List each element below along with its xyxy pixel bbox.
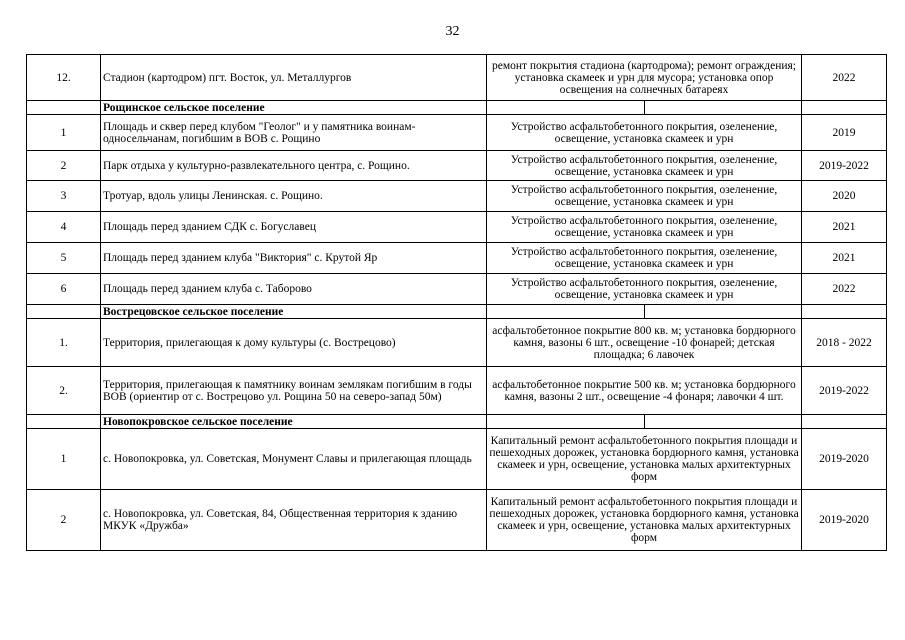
section-title: Рощинское сельское поселение — [101, 101, 487, 115]
table-row — [27, 181, 887, 212]
territory-name: Площадь перед зданием СДК с. Богуславец — [101, 212, 487, 243]
work-description: асфальтобетонное покрытие 500 кв. м; установка бордюрного камня, вазоны 2 шт., освещение -4 фонаря; лавочки 4 шт. — [487, 367, 802, 415]
territories-table — [26, 54, 887, 551]
table-row — [27, 55, 887, 101]
territory-name: Территория, прилегающая к дому культуры (с. Вострецово) — [101, 319, 487, 367]
year-cell: 2018 - 2022 — [802, 319, 887, 367]
table-row — [27, 490, 887, 551]
table-row — [27, 429, 887, 490]
row-number: 5 — [27, 243, 101, 274]
territory-name: с. Новопокровка, ул. Советская, Монумент Славы и прилегающая площадь — [101, 429, 487, 490]
section-row — [27, 305, 887, 319]
year-cell: 2021 — [802, 243, 887, 274]
year-cell: 2019-2020 — [802, 490, 887, 551]
year-cell: 2022 — [802, 274, 887, 305]
section-row — [27, 101, 887, 115]
section-title: Новопокровское сельское поселение — [101, 415, 487, 429]
work-description: асфальтобетонное покрытие 800 кв. м; установка бордюрного камня, вазоны 6 шт., освещение -10 фонарей; детская площадка; 6 лавочек — [487, 319, 802, 367]
work-description: ремонт покрытия стадиона (картодрома); ремонт ограждения; установка скамеек и урн для мусора; установка опор освещения на солнечных батареях — [487, 55, 802, 101]
row-number: 2 — [27, 490, 101, 551]
work-description: Капитальный ремонт асфальтобетонного покрытия площади и пешеходных дорожек, установка бордюрного камня, установка скамеек и урн, освещение, установка малых архитектурных форм — [487, 429, 802, 490]
year-cell: 2019-2020 — [802, 429, 887, 490]
year-cell: 2022 — [802, 55, 887, 101]
territory-name: Площадь перед зданием клуба "Виктория" с. Крутой Яр — [101, 243, 487, 274]
table-row — [27, 115, 887, 151]
territory-name: Территория, прилегающая к памятнику воинам землякам погибшим в годы ВОВ (ориентир от с. Вострецово ул. Рощина 50 на северо-запад 50м) — [101, 367, 487, 415]
year-cell: 2019-2022 — [802, 151, 887, 181]
table-row — [27, 243, 887, 274]
territory-name: Тротуар, вдоль улицы Ленинская. с. Рощино. — [101, 181, 487, 212]
work-description: Устройство асфальтобетонного покрытия, озеленение, освещение, установка скамеек и урн — [487, 212, 802, 243]
work-description: Устройство асфальтобетонного покрытия, озеленение, освещение, установка скамеек и урн — [487, 181, 802, 212]
work-description: Устройство асфальтобетонного покрытия, озеленение, освещение, установка скамеек и урн — [487, 274, 802, 305]
section-row — [27, 415, 887, 429]
row-number: 1 — [27, 429, 101, 490]
territory-name: Площадь перед зданием клуба с. Таборово — [101, 274, 487, 305]
row-number: 4 — [27, 212, 101, 243]
territory-name: Стадион (картодром) пгт. Восток, ул. Металлургов — [101, 55, 487, 101]
work-description: Устройство асфальтобетонного покрытия, озеленение, освещение, установка скамеек и урн — [487, 243, 802, 274]
page-number: 32 — [445, 24, 460, 39]
row-number: 2 — [27, 151, 101, 181]
work-description: Капитальный ремонт асфальтобетонного покрытия площади и пешеходных дорожек, установка бордюрного камня, установка скамеек и урн, освещение, установка малых архитектурных форм — [487, 490, 802, 551]
table-row — [27, 367, 887, 415]
table-row — [27, 274, 887, 305]
row-number: 12. — [27, 55, 101, 101]
section-title: Вострецовское сельское поселение — [101, 305, 487, 319]
territory-name: с. Новопокровка, ул. Советская, 84, Общественная территория к зданию МКУК «Дружба» — [101, 490, 487, 551]
row-number: 2. — [27, 367, 101, 415]
year-cell: 2020 — [802, 181, 887, 212]
territory-name: Парк отдыха у культурно-развлекательного центра, с. Рощино. — [101, 151, 487, 181]
row-number: 6 — [27, 274, 101, 305]
row-number: 3 — [27, 181, 101, 212]
year-cell: 2019 — [802, 115, 887, 151]
work-description: Устройство асфальтобетонного покрытия, озеленение, освещение, установка скамеек и урн — [487, 115, 802, 151]
work-description: Устройство асфальтобетонного покрытия, озеленение, освещение, установка скамеек и урн — [487, 151, 802, 181]
table-row — [27, 151, 887, 181]
year-cell: 2021 — [802, 212, 887, 243]
table-row — [27, 319, 887, 367]
year-cell: 2019-2022 — [802, 367, 887, 415]
table-row — [27, 212, 887, 243]
row-number: 1 — [27, 115, 101, 151]
row-number: 1. — [27, 319, 101, 367]
territory-name: Площадь и сквер перед клубом "Геолог" и у памятника воинам-односельчанам, погибшим в ВОВ с. Рощино — [101, 115, 487, 151]
